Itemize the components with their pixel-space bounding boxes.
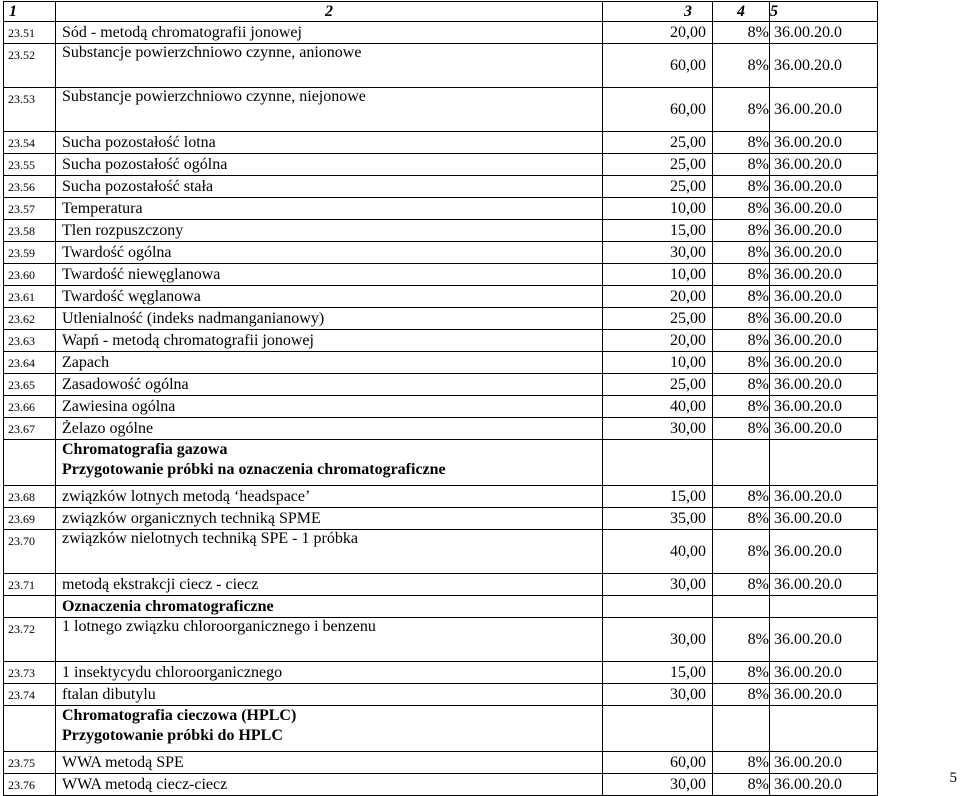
item-classification: 36.00.20.0: [770, 176, 878, 198]
item-classification: 36.00.20.0: [770, 264, 878, 286]
item-code: 23.65: [4, 374, 56, 396]
section-price-cell: [603, 440, 713, 486]
item-name: Twardość ogólna: [56, 242, 603, 264]
table-row: [4, 264, 878, 286]
item-code: 23.53: [4, 88, 56, 132]
item-code: 23.71: [4, 574, 56, 596]
item-classification: 36.00.20.0: [770, 396, 878, 418]
item-code: 23.51: [4, 22, 56, 44]
item-code: 23.64: [4, 352, 56, 374]
item-vat: 8%: [713, 508, 770, 530]
section-row: [4, 596, 878, 618]
item-vat: 8%: [713, 176, 770, 198]
section-cn-cell: [770, 706, 878, 752]
item-code: 23.56: [4, 176, 56, 198]
item-classification: 36.00.20.0: [770, 418, 878, 440]
item-name: Zapach: [56, 352, 603, 374]
item-price: 60,00: [603, 44, 713, 88]
item-code: 23.63: [4, 330, 56, 352]
section-title-cell: [56, 596, 603, 618]
item-name: Sucha pozostałość lotna: [56, 132, 603, 154]
item-price: 15,00: [603, 486, 713, 508]
item-name: Temperatura: [56, 198, 603, 220]
item-classification: 36.00.20.0: [770, 286, 878, 308]
item-name: Twardość niewęglanowa: [56, 264, 603, 286]
table-row: [4, 44, 878, 88]
item-classification: 36.00.20.0: [770, 242, 878, 264]
header-col-2: 2: [56, 2, 603, 22]
item-price: 30,00: [603, 774, 713, 796]
item-price: 15,00: [603, 662, 713, 684]
item-code: 23.69: [4, 508, 56, 530]
item-vat: 8%: [713, 486, 770, 508]
item-vat: 8%: [713, 530, 770, 574]
item-classification: 36.00.20.0: [770, 774, 878, 796]
item-classification: 36.00.20.0: [770, 308, 878, 330]
item-name: związków lotnych metodą ‘headspace’: [56, 486, 603, 508]
table-row: [4, 774, 878, 796]
item-code: 23.76: [4, 774, 56, 796]
item-price: 20,00: [603, 22, 713, 44]
item-name: Zasadowość ogólna: [56, 374, 603, 396]
item-code: 23.62: [4, 308, 56, 330]
item-price: 40,00: [603, 396, 713, 418]
price-table: [3, 1, 878, 796]
table-row: [4, 418, 878, 440]
section-code-cell: [4, 596, 56, 618]
item-code: 23.57: [4, 198, 56, 220]
item-classification: 36.00.20.0: [770, 486, 878, 508]
item-price: 25,00: [603, 374, 713, 396]
item-name: 1 insektycydu chloroorganicznego: [56, 662, 603, 684]
item-vat: 8%: [713, 286, 770, 308]
item-classification: 36.00.20.0: [770, 154, 878, 176]
item-name: Substancje powierzchniowo czynne, niejonowe: [56, 88, 603, 132]
section-row: [4, 706, 878, 752]
item-classification: 36.00.20.0: [770, 88, 878, 132]
item-classification: 36.00.20.0: [770, 44, 878, 88]
item-name: Sucha pozostałość ogólna: [56, 154, 603, 176]
header-col-5: 5: [770, 2, 878, 22]
item-price: 20,00: [603, 330, 713, 352]
section-code-cell: [4, 706, 56, 752]
table-row: [4, 308, 878, 330]
item-code: 23.59: [4, 242, 56, 264]
item-vat: 8%: [713, 684, 770, 706]
item-vat: 8%: [713, 44, 770, 88]
item-vat: 8%: [713, 88, 770, 132]
item-vat: 8%: [713, 154, 770, 176]
table-row: [4, 752, 878, 774]
table-row: [4, 330, 878, 352]
table-row: [4, 486, 878, 508]
item-price: 25,00: [603, 308, 713, 330]
item-name: 1 lotnego związku chloroorganicznego i benzenu: [56, 618, 603, 662]
item-price: 10,00: [603, 352, 713, 374]
section-title: Oznaczenia chromatograficzne: [62, 597, 274, 615]
table-row: [4, 198, 878, 220]
item-vat: 8%: [713, 574, 770, 596]
item-classification: 36.00.20.0: [770, 374, 878, 396]
item-vat: 8%: [713, 220, 770, 242]
table-row: [4, 132, 878, 154]
section-cn-cell: [770, 440, 878, 486]
table-row: [4, 684, 878, 706]
section-vat-cell: [713, 706, 770, 752]
item-price: 30,00: [603, 242, 713, 264]
item-code: 23.74: [4, 684, 56, 706]
item-price: 30,00: [603, 618, 713, 662]
item-code: 23.68: [4, 486, 56, 508]
item-vat: 8%: [713, 330, 770, 352]
section-vat-cell: [713, 440, 770, 486]
item-code: 23.73: [4, 662, 56, 684]
section-price-cell: [603, 596, 713, 618]
item-name: Wapń - metodą chromatografii jonowej: [56, 330, 603, 352]
table-row: [4, 154, 878, 176]
section-title: Przygotowanie próbki na oznaczenia chromatograficzne: [62, 461, 446, 478]
table-row: [4, 88, 878, 132]
section-title-cell: [56, 706, 603, 752]
table-row: [4, 176, 878, 198]
table-row: [4, 374, 878, 396]
item-vat: 8%: [713, 662, 770, 684]
item-classification: 36.00.20.0: [770, 662, 878, 684]
item-price: 25,00: [603, 132, 713, 154]
item-name: WWA metodą SPE: [56, 752, 603, 774]
item-classification: 36.00.20.0: [770, 220, 878, 242]
item-classification: 36.00.20.0: [770, 530, 878, 574]
item-price: 10,00: [603, 264, 713, 286]
item-classification: 36.00.20.0: [770, 752, 878, 774]
item-price: 30,00: [603, 684, 713, 706]
section-title: Przygotowanie próbki do HPLC: [62, 727, 283, 744]
item-code: 23.75: [4, 752, 56, 774]
item-price: 10,00: [603, 198, 713, 220]
item-classification: 36.00.20.0: [770, 132, 878, 154]
section-cn-cell: [770, 596, 878, 618]
item-price: 40,00: [603, 530, 713, 574]
item-name: Żelazo ogólne: [56, 418, 603, 440]
item-classification: 36.00.20.0: [770, 22, 878, 44]
table-row: [4, 352, 878, 374]
item-name: Sód - metodą chromatografii jonowej: [56, 22, 603, 44]
item-vat: 8%: [713, 352, 770, 374]
item-name: związków organicznych techniką SPME: [56, 508, 603, 530]
item-price: 25,00: [603, 176, 713, 198]
table-row: [4, 508, 878, 530]
item-classification: 36.00.20.0: [770, 618, 878, 662]
table-row: [4, 662, 878, 684]
item-vat: 8%: [713, 22, 770, 44]
item-code: 23.55: [4, 154, 56, 176]
item-vat: 8%: [713, 618, 770, 662]
item-name: związków nielotnych techniką SPE - 1 próbka: [56, 530, 603, 574]
item-name: metodą ekstrakcji ciecz - ciecz: [56, 574, 603, 596]
item-code: 23.66: [4, 396, 56, 418]
item-classification: 36.00.20.0: [770, 508, 878, 530]
item-vat: 8%: [713, 132, 770, 154]
item-code: 23.60: [4, 264, 56, 286]
item-code: 23.52: [4, 44, 56, 88]
page-number: 5: [949, 770, 957, 786]
item-price: 20,00: [603, 286, 713, 308]
item-vat: 8%: [713, 418, 770, 440]
table-row: [4, 530, 878, 574]
item-name: WWA metodą ciecz-ciecz: [56, 774, 603, 796]
item-classification: 36.00.20.0: [770, 330, 878, 352]
section-price-cell: [603, 706, 713, 752]
item-price: 30,00: [603, 418, 713, 440]
item-classification: 36.00.20.0: [770, 352, 878, 374]
section-title: Chromatografia gazowa: [62, 441, 228, 458]
table-row: [4, 396, 878, 418]
section-code-cell: [4, 440, 56, 486]
table-row: [4, 22, 878, 44]
section-title-cell: [56, 440, 603, 486]
item-price: 15,00: [603, 220, 713, 242]
item-vat: 8%: [713, 774, 770, 796]
header-col-1: 1: [4, 2, 56, 22]
section-row: [4, 440, 878, 486]
item-price: 25,00: [603, 154, 713, 176]
item-price: 35,00: [603, 508, 713, 530]
item-name: Twardość węglanowa: [56, 286, 603, 308]
item-classification: 36.00.20.0: [770, 684, 878, 706]
item-price: 60,00: [603, 752, 713, 774]
table-row: [4, 242, 878, 264]
table-row: [4, 220, 878, 242]
item-name: Zawiesina ogólna: [56, 396, 603, 418]
item-vat: 8%: [713, 396, 770, 418]
item-vat: 8%: [713, 264, 770, 286]
item-price: 60,00: [603, 88, 713, 132]
item-price: 30,00: [603, 574, 713, 596]
item-code: 23.54: [4, 132, 56, 154]
item-classification: 36.00.20.0: [770, 198, 878, 220]
item-code: 23.58: [4, 220, 56, 242]
header-col-4: 4: [713, 2, 770, 22]
item-code: 23.72: [4, 618, 56, 662]
item-name: ftalan dibutylu: [56, 684, 603, 706]
item-vat: 8%: [713, 308, 770, 330]
table-row: [4, 574, 878, 596]
item-name: Tlen rozpuszczony: [56, 220, 603, 242]
header-col-3: 3: [603, 2, 713, 22]
item-vat: 8%: [713, 374, 770, 396]
item-code: 23.61: [4, 286, 56, 308]
section-vat-cell: [713, 596, 770, 618]
item-code: 23.67: [4, 418, 56, 440]
item-vat: 8%: [713, 198, 770, 220]
item-code: 23.70: [4, 530, 56, 574]
item-classification: 36.00.20.0: [770, 574, 878, 596]
table-row: [4, 286, 878, 308]
item-name: Substancje powierzchniowo czynne, anionowe: [56, 44, 603, 88]
item-name: Utlenialność (indeks nadmanganianowy): [56, 308, 603, 330]
table-header-row: [4, 2, 878, 22]
item-vat: 8%: [713, 752, 770, 774]
table-row: [4, 618, 878, 662]
item-name: Sucha pozostałość stała: [56, 176, 603, 198]
section-title: Chromatografia cieczowa (HPLC): [62, 707, 297, 724]
item-vat: 8%: [713, 242, 770, 264]
